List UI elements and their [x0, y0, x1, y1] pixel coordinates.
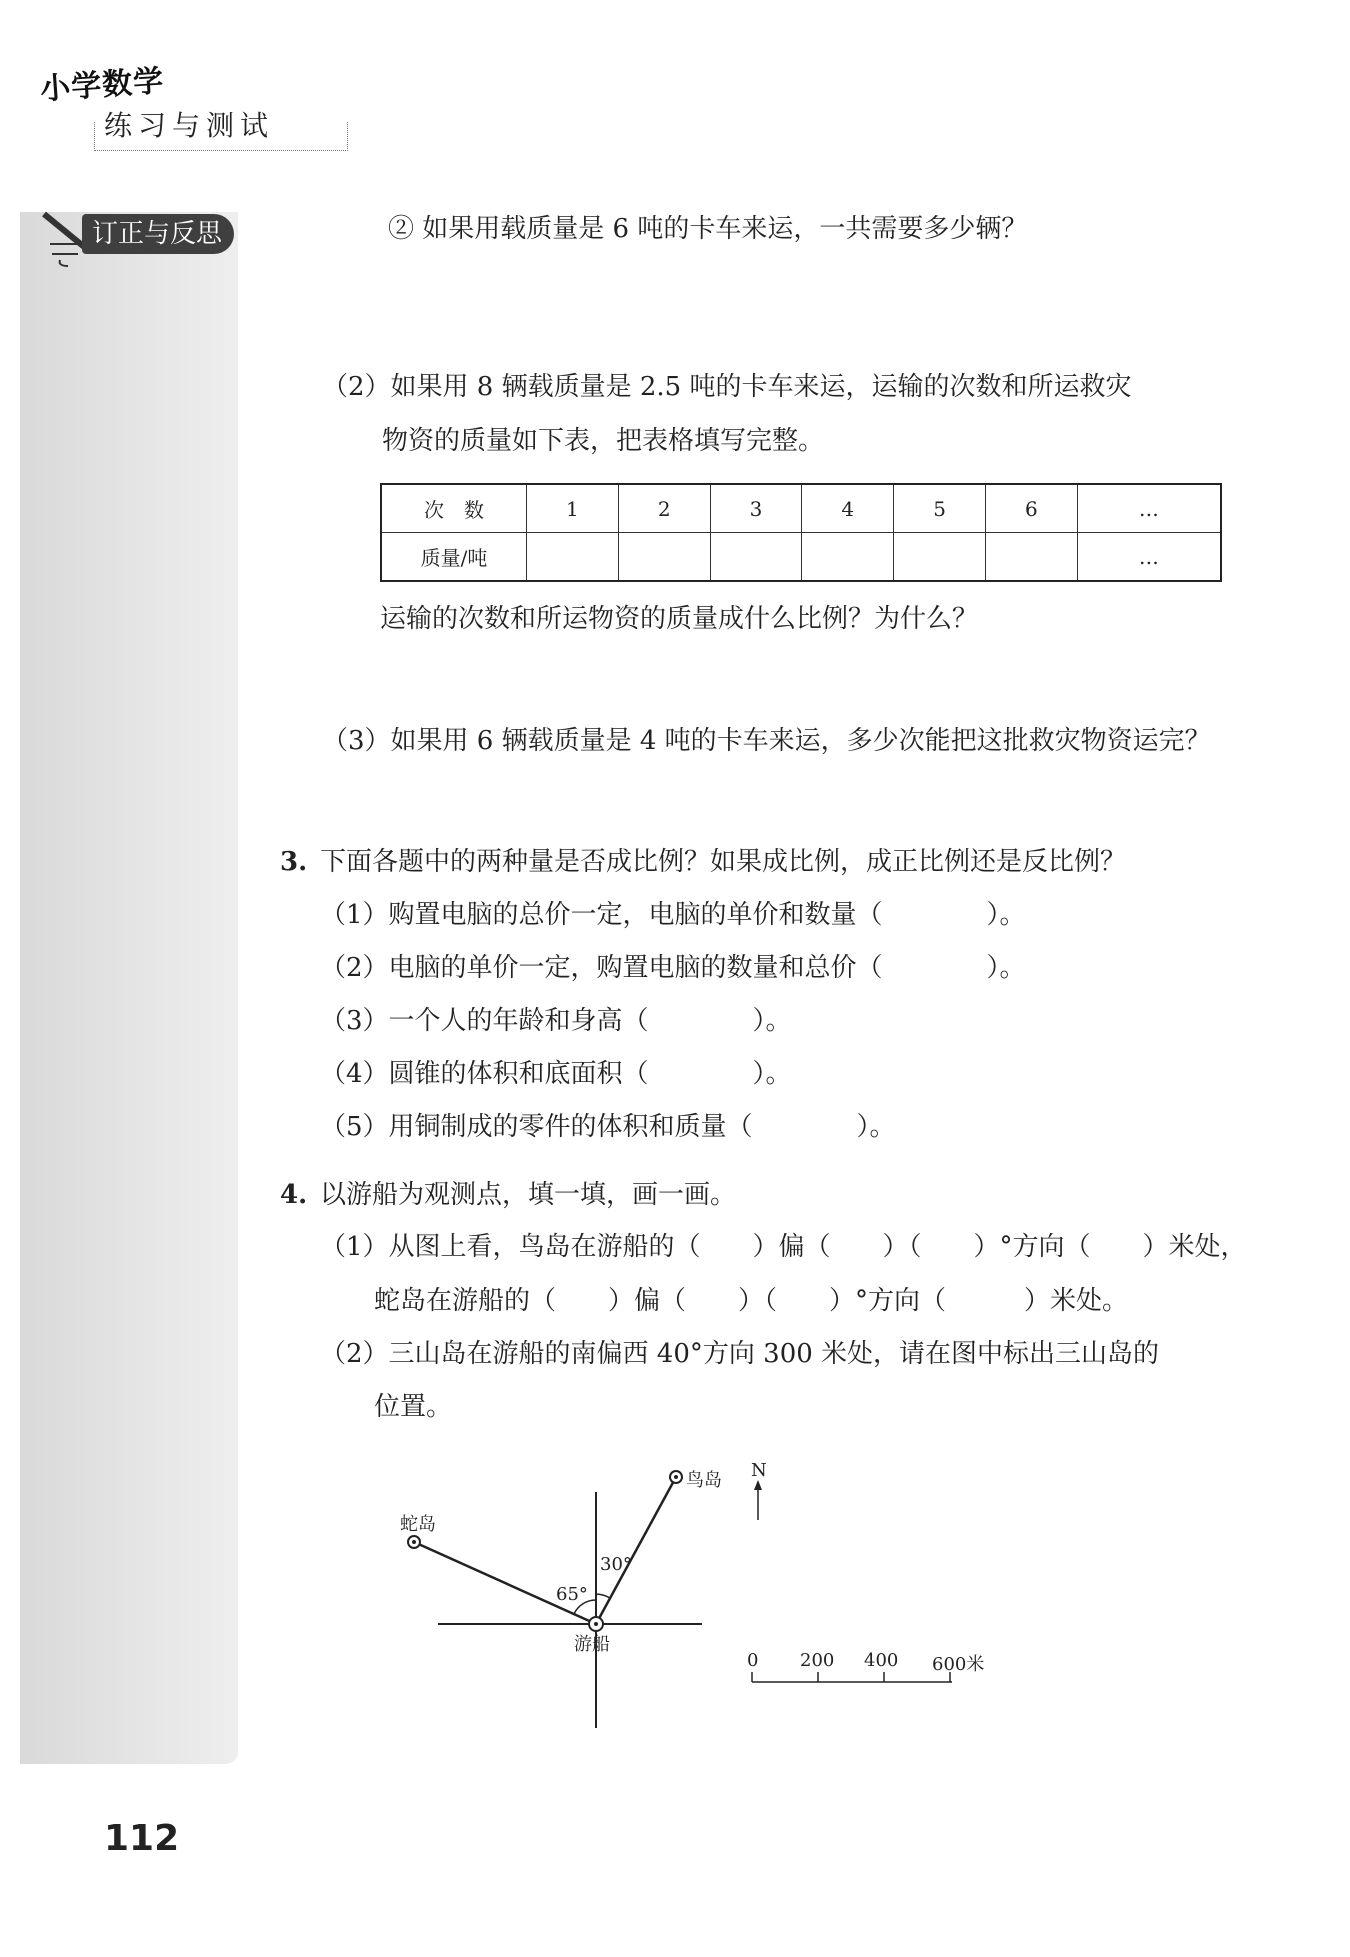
angle-label-snake: 65°: [556, 1584, 588, 1605]
q2-part3: （3）如果用 6 辆载质量是 4 吨的卡车来运，多少次能把这批救灾物资运完？: [322, 726, 1211, 756]
table-cell: 5: [894, 484, 986, 533]
snake-island-ray: [414, 1542, 596, 1624]
scale-tick-label: 200: [800, 1650, 835, 1671]
q3-item: （4）圆锥的体积和底面积（ ）。: [320, 1059, 792, 1089]
table-cell: 4: [802, 484, 894, 533]
q2-part2-question: 运输的次数和所运物资的质量成什么比例？为什么？: [380, 604, 979, 634]
table-cell: …: [1077, 533, 1221, 582]
bird-island-label: 鸟岛: [686, 1470, 722, 1491]
q3-item: （5）用铜制成的零件的体积和质量（ ）。: [320, 1112, 896, 1142]
table-cell: …: [1077, 484, 1221, 533]
table-header-trips: 次 数: [381, 484, 527, 533]
scale-tick-label: 400: [864, 1650, 899, 1671]
book-subtitle: 练习与测试: [104, 109, 275, 142]
q4-part2-line1: （2）三山岛在游船的南偏西 40°方向 300 米处，请在图中标出三山岛的: [320, 1339, 1160, 1369]
q4-number: 4.: [280, 1180, 308, 1210]
q3-number: 3.: [280, 847, 308, 877]
table-cell: 3: [710, 484, 802, 533]
q4-stem: 以游船为观测点，填一填，画一画。: [320, 1180, 737, 1210]
q2-part1-item2: ② 如果用载质量是 6 吨的卡车来运，一共需要多少辆？: [388, 214, 1028, 244]
q4-part1-line1: （1）从图上看，鸟岛在游船的（ ）偏（ ）（ ）°方向（ ）米处，: [320, 1232, 1247, 1262]
scale-tick-label: 600米: [932, 1654, 985, 1675]
boat-label: 游船: [574, 1634, 610, 1655]
scale-tick-label: 0: [747, 1650, 759, 1671]
page-number: 112: [104, 1818, 180, 1859]
q3-stem: 下面各题中的两种量是否成比例？如果成比例，成正比例还是反比例？: [320, 847, 1127, 877]
q2-part2-line2: 物资的质量如下表，把表格填写完整。: [382, 426, 825, 456]
q3-item: （1）购置电脑的总价一定，电脑的单价和数量（ ）。: [320, 900, 1026, 930]
table-header-mass: 质量/吨: [381, 533, 527, 582]
book-title: 小学数学: [39, 63, 166, 108]
q4-part2-line2: 位置。: [374, 1392, 453, 1422]
reflection-badge: 订正与反思: [82, 214, 234, 254]
q2-part2-line1: （2）如果用 8 辆载质量是 2.5 吨的卡车来运，运输的次数和所运救灾: [322, 372, 1132, 402]
north-label: N: [751, 1460, 767, 1481]
table-cell: 6: [985, 484, 1077, 533]
q3-item: （2）电脑的单价一定，购置电脑的数量和总价（ ）。: [320, 953, 1026, 983]
angle-label-bird: 30°: [600, 1554, 632, 1575]
angle-arc-bird: [596, 1594, 610, 1598]
snake-island-label: 蛇岛: [400, 1514, 436, 1535]
table-cell: 1: [527, 484, 619, 533]
bird-island-ray: [596, 1477, 676, 1624]
q3-item: （3）一个人的年龄和身高（ ）。: [320, 1006, 792, 1036]
q4-part1-line2: 蛇岛在游船的（ ）偏（ ）（ ）°方向（ ）米处。: [374, 1286, 1129, 1316]
table-cell: 2: [618, 484, 710, 533]
